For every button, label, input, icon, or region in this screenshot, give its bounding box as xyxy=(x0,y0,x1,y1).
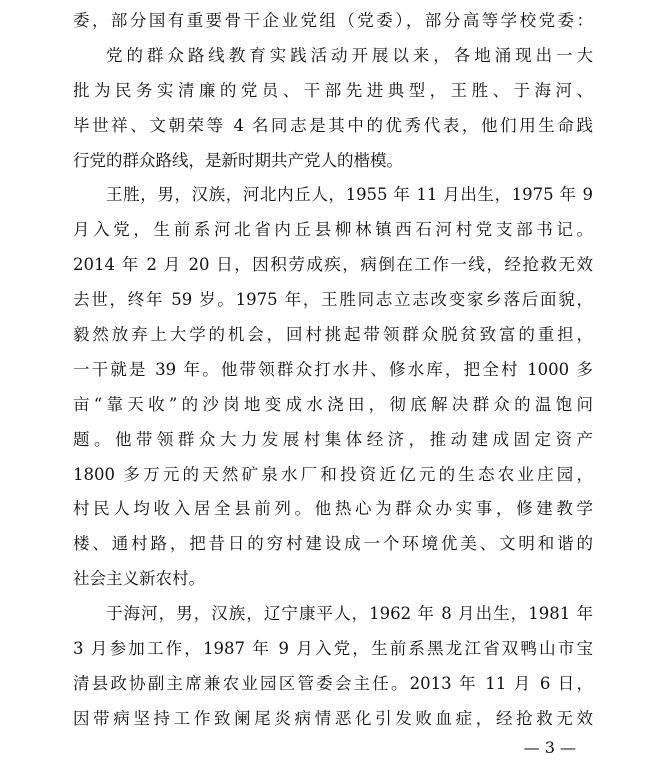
text-line: 楼、通村路，把昔日的穷村建设成一个环境优美、文明和谐的 xyxy=(73,534,593,554)
text-line: 委，部分国有重要骨干企业党组（党委），部分高等学校党委： xyxy=(73,11,593,30)
text-line: 亩“靠天收”的沙岗地变成水浇田，彻底解决群众的温饱问 xyxy=(73,394,593,414)
text-line: 2014 年 2 月 20 日，因积劳成疾，病倒在工作一线，经抢救无效 xyxy=(73,255,593,275)
paragraph-end-line: 行党的群众路线，是新时期共产党人的楷模。 xyxy=(73,150,403,170)
paragraph-start-line: 于海河，男，汉族，辽宁康平人，1962 年 8 月出生，1981 年 xyxy=(106,604,593,624)
body-text xyxy=(73,4,593,737)
text-line: 因带病坚持工作致阑尾炎病情恶化引发败血症，经抢救无效 xyxy=(73,708,593,728)
text-line: 毕世祥、文朝荣等 4 名同志是其中的优秀代表，他们用生命践 xyxy=(73,115,593,135)
text-line: 月入党，生前系河北省内丘县柳林镇西石河村党支部书记。 xyxy=(73,220,593,240)
text-line: 3 月参加工作，1987 年 9 月入党，生前系黑龙江省双鸭山市宝 xyxy=(73,639,593,659)
paragraph-start-line: 党的群众路线教育实践活动开展以来，各地涌现出一大 xyxy=(106,45,593,65)
text-line: 题。他带领群众大力发展村集体经济，推动建成固定资产 xyxy=(73,429,593,449)
paragraph-end-line: 社会主义新农村。 xyxy=(73,569,205,589)
text-line: 毅然放弃上大学的机会，回村挑起带领群众脱贫致富的重担， xyxy=(73,325,593,345)
text-line: 一干就是 39 年。他带领群众打水井、修水库，把全村 1000 多 xyxy=(73,359,593,379)
text-line: 去世，终年 59 岁。1975 年，王胜同志立志改变家乡落后面貌， xyxy=(73,290,593,310)
paragraph-start-line: 王胜，男，汉族，河北内丘人，1955 年 11 月出生，1975 年 9 xyxy=(106,185,593,205)
page-number: — 3 — xyxy=(523,738,576,757)
text-line: 批为民务实清廉的党员、干部先进典型，王胜、于海河、 xyxy=(73,80,593,100)
text-line: 村民人均收入居全县前列。他热心为群众办实事，修建教学 xyxy=(73,499,593,519)
text-line: 清县政协副主席兼农业园区管委会主任。2013 年 11 月 6 日， xyxy=(73,673,593,693)
text-line: 1800 多万元的天然矿泉水厂和投资近亿元的生态农业庄园， xyxy=(73,464,593,484)
